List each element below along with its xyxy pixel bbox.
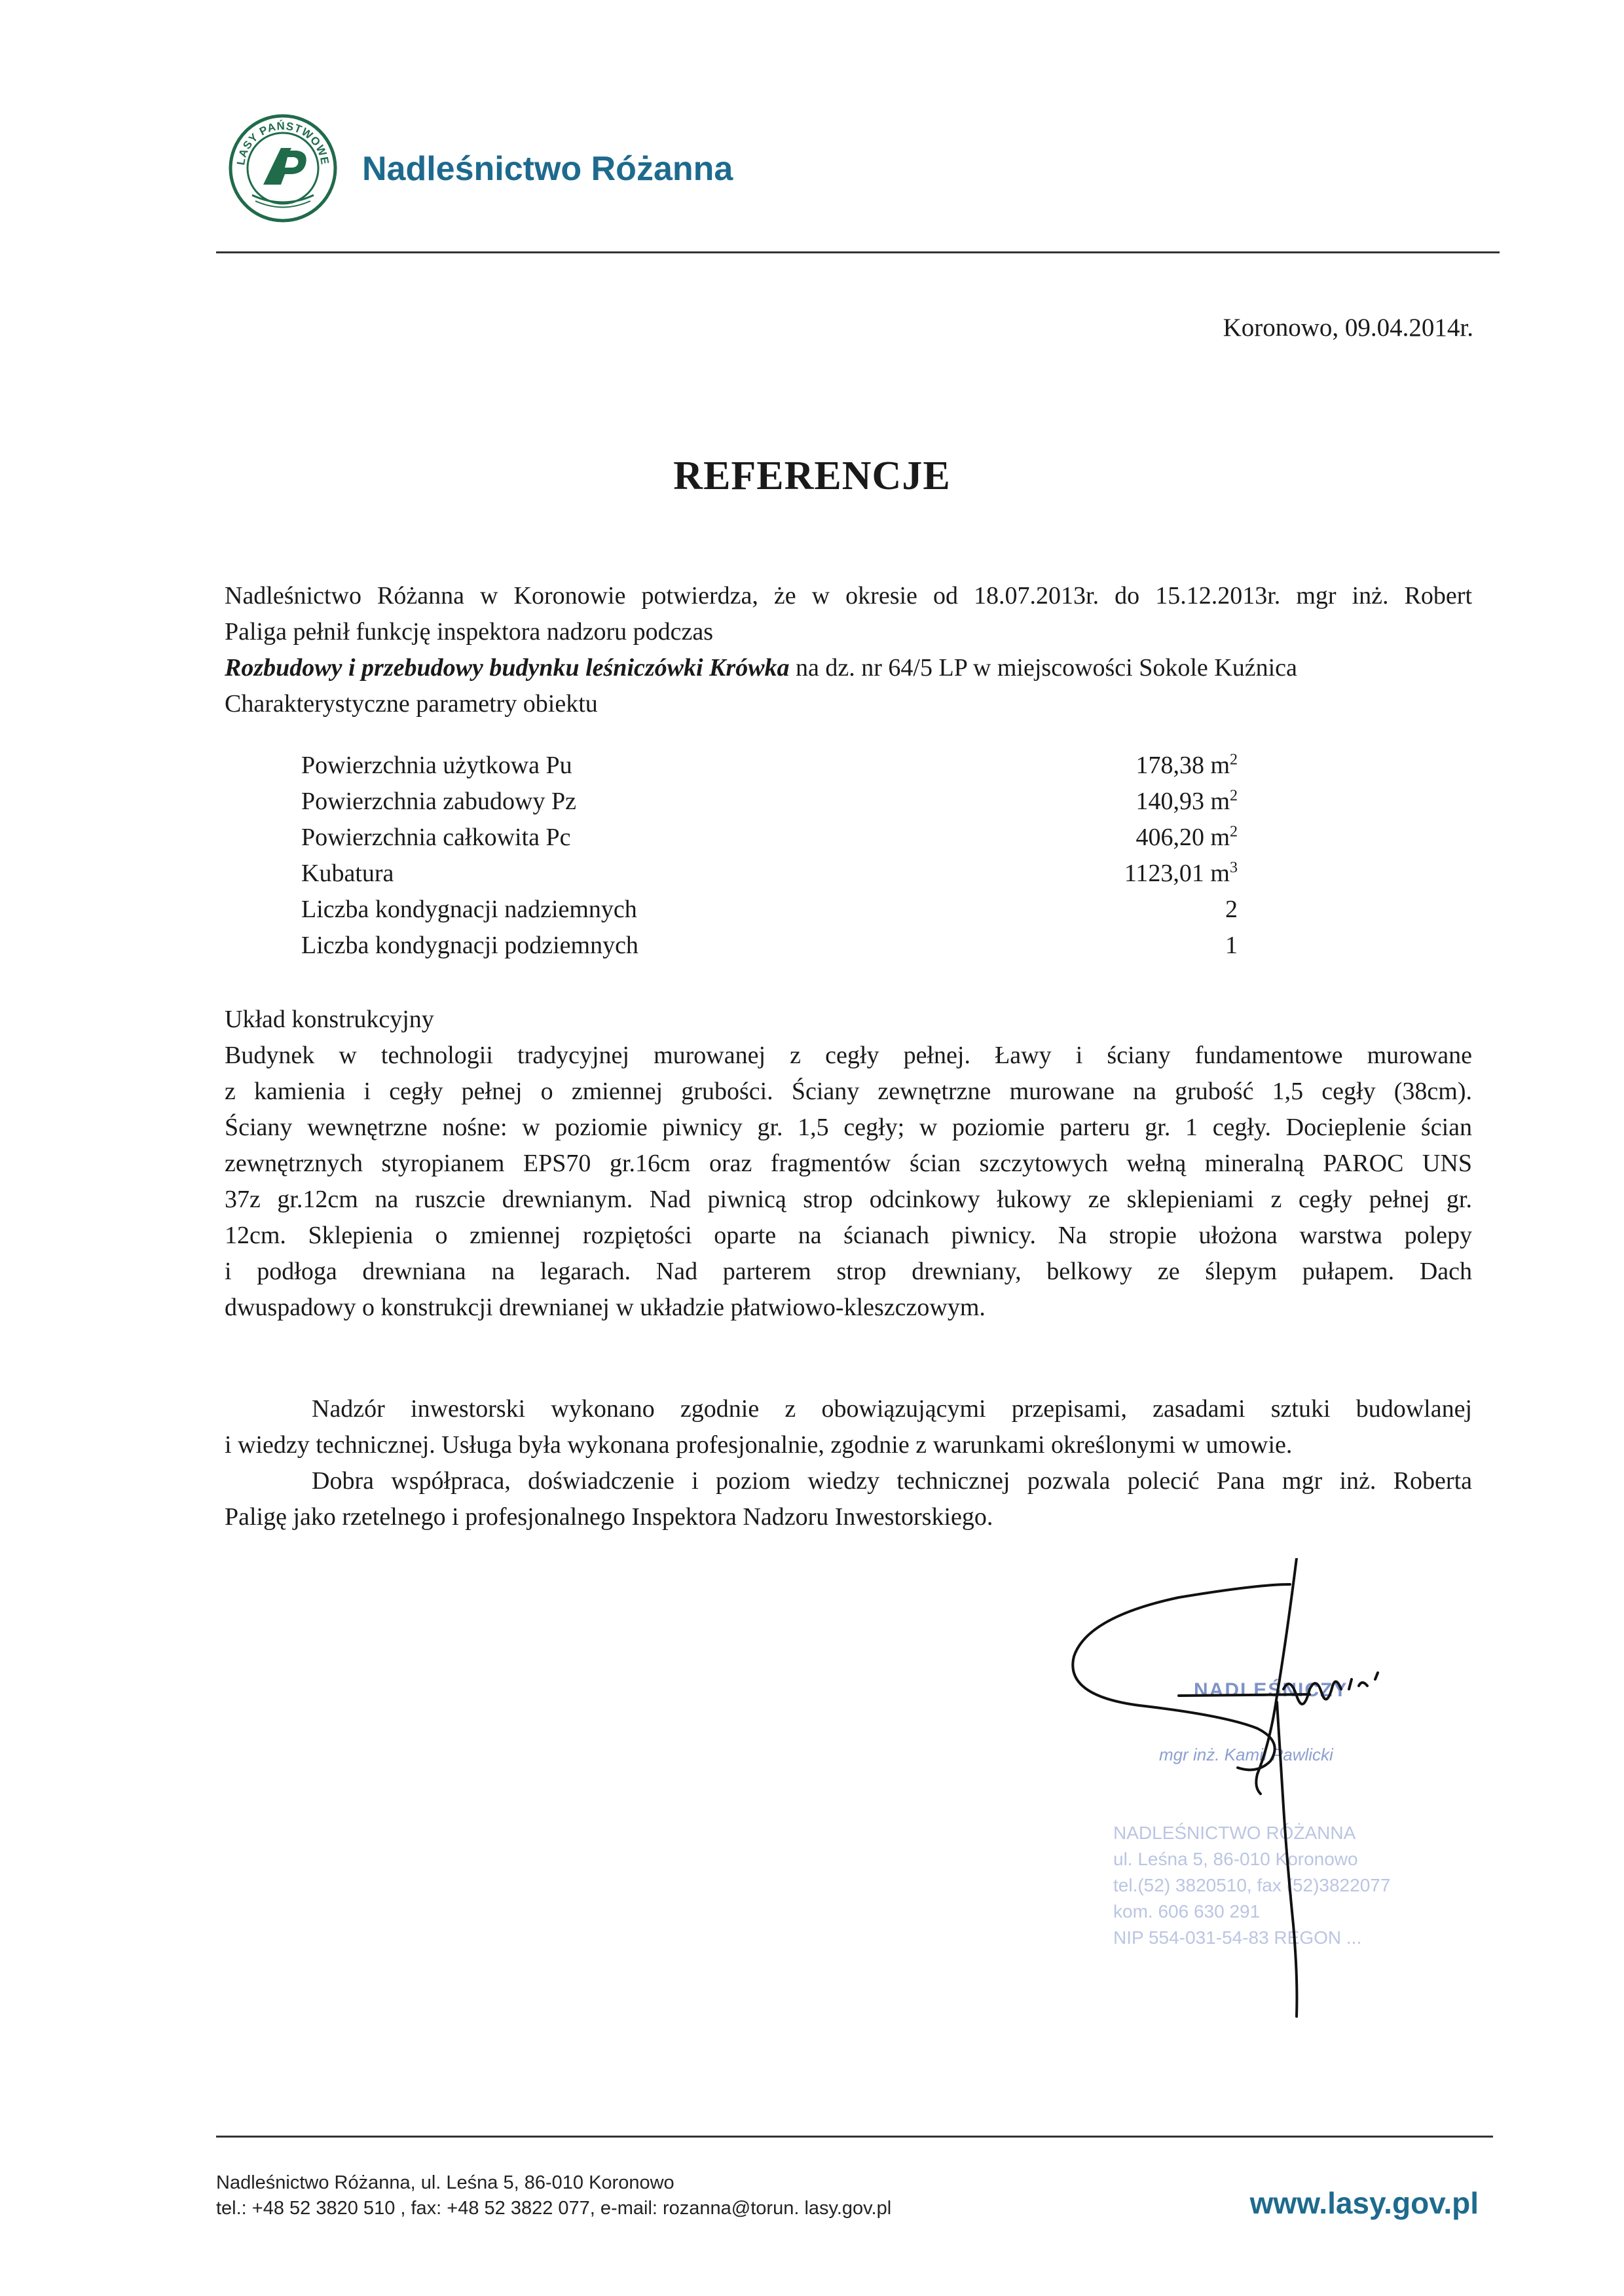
parameter-value: 406,20 $m^2$ [1135,823,1238,851]
signatory-stamp: mgr inż. Kamil Pawlicki [1159,1745,1333,1764]
construction-line: Ściany wewnętrzne nośne: w poziomie piwnicy gr. 1,5 cegły; w poziomie parteru gr. 1 cegły. Docieplenie ścian [225,1114,1472,1141]
construction-line: i podłoga drewniana na legarach. Nad parterem strop drewniany, belkowy ze ślepym pułapem. Dach [225,1258,1472,1285]
intro-line-2: Paliga pełnił funkcję inspektora nadzoru podczas [225,618,714,646]
parameters-table [301,751,1238,967]
construction-line: 12cm. Sklepienia o zmiennej rozpiętości oparte na ścianach piwnicy. Na stropie ułożona warstwa polepy [225,1222,1472,1249]
parameter-row [301,895,1238,931]
construction-line: 37z gr.12cm na ruszcie drewnianym. Nad piwnicą strop odcinkowy łukowy ze sklepieniami z cegły pełnej gr. [225,1186,1472,1213]
footer-contact: tel.: +48 52 3820 510 , fax: +48 52 3822 077, e-mail: rozanna@torun. lasy.gov.pl [216,2198,892,2219]
construction-line: dwuspadowy o konstrukcji drewnianej w układzie płatwiowo-kleszczowym. [225,1294,986,1321]
parameter-label: Powierzchnia zabudowy Pz [301,788,576,815]
document-title: REFERENCJE [673,454,951,498]
parameter-row [301,787,1238,823]
footer-address: Nadleśnictwo Różanna, ul. Leśna 5, 86-010 Koronowo [216,2172,674,2193]
construction-line: zewnętrznych styropianem EPS70 gr.16cm oraz fragmentów ścian szczytowych wełną mineralną PAROC UNS [225,1150,1472,1177]
footer-divider [216,2136,1493,2138]
parameter-label: Powierzchnia całkowita Pc [301,824,571,851]
construction-line: Budynek w technologii tradycyjnej murowanej z cegły pełnej. Ławy i ściany fundamentowe murowane [225,1042,1472,1069]
address-stamp: NADLEŚNICTWO RÓŻANNA ul. Leśna 5, 86-010 Koronowo tel.(52) 3820510, fax (52)3822077 kom. 606 630 291 NIP 554-031-54-83 REGON ... [1113,1823,1391,1948]
intro-line-1: Nadleśnictwo Różanna w Koronowie potwierdza, że w okresie od 18.07.2013r. do 15.12.2013r. mgr inż. Robert [225,582,1472,610]
footer-website: www.lasy.gov.pl [1249,2186,1479,2220]
parameter-label: Liczba kondygnacji nadziemnych [301,896,637,923]
parameter-value: 178,38 $m^2$ [1135,751,1238,779]
parameter-label: Powierzchnia użytkowa Pu [301,752,572,779]
parameter-row [301,859,1238,895]
official-stamp-title: NADLEŚNICZY [1194,1679,1348,1701]
letter-date: Koronowo, 09.04.2014r. [1223,314,1473,342]
parameter-label: Kubatura [301,860,394,887]
construction-heading: Układ konstrukcyjny [225,1006,434,1033]
construction-section [225,1002,1472,1326]
intro-line-3 [225,650,1472,686]
closing-line: i wiedzy technicznej. Usługa była wykonana profesjonalnie, zgodnie z warunkami określonymi w umowie. [225,1431,1293,1459]
parameter-row [301,931,1238,967]
lasy-panstwowe-logo [226,111,341,226]
project-location: na dz. nr 64/5 LP w miejscowości Sokole Kuźnica [789,654,1297,682]
organization-name: Nadleśnictwo Różanna [362,150,733,188]
parameter-row [301,751,1238,787]
parameter-value: 2 [1225,896,1238,923]
parameter-row [301,823,1238,859]
closing-line: Dobra współpraca, doświadczenie i poziom wiedzy technicznej pozwala polecić Pana mgr inż. Roberta [312,1467,1472,1495]
closing-line: Nadzór inwestorski wykonano zgodnie z obowiązującymi przepisami, zasadami sztuki budowlanej [312,1395,1472,1423]
closing-line: Paligę jako rzetelnego i profesjonalnego Inspektora Nadzoru Inwestorskiego. [225,1503,993,1531]
closing-section [225,1391,1472,1535]
svg-text:LASY PAŃSTWOWE: LASY PAŃSTWOWE [234,119,331,166]
construction-line: z kamienia i cegły pełnej o zmiennej grubości. Ściany zewnętrzne murowane na grubość 1,5 cegły (38cm). [225,1078,1472,1105]
intro-line-4: Charakterystyczne parametry obiektu [225,690,598,718]
parameter-value: 1 [1225,932,1238,959]
handwritten-signature [1061,1558,1480,2030]
project-name: Rozbudowy i przebudowy budynku leśniczówki Krówka [225,654,790,682]
parameter-label: Liczba kondygnacji podziemnych [301,932,638,959]
parameter-value: 1123,01 $m^3$ [1124,859,1238,887]
header-divider [216,251,1500,253]
intro-paragraph [225,578,1472,722]
parameter-value: 140,93 $m^2$ [1135,787,1238,815]
